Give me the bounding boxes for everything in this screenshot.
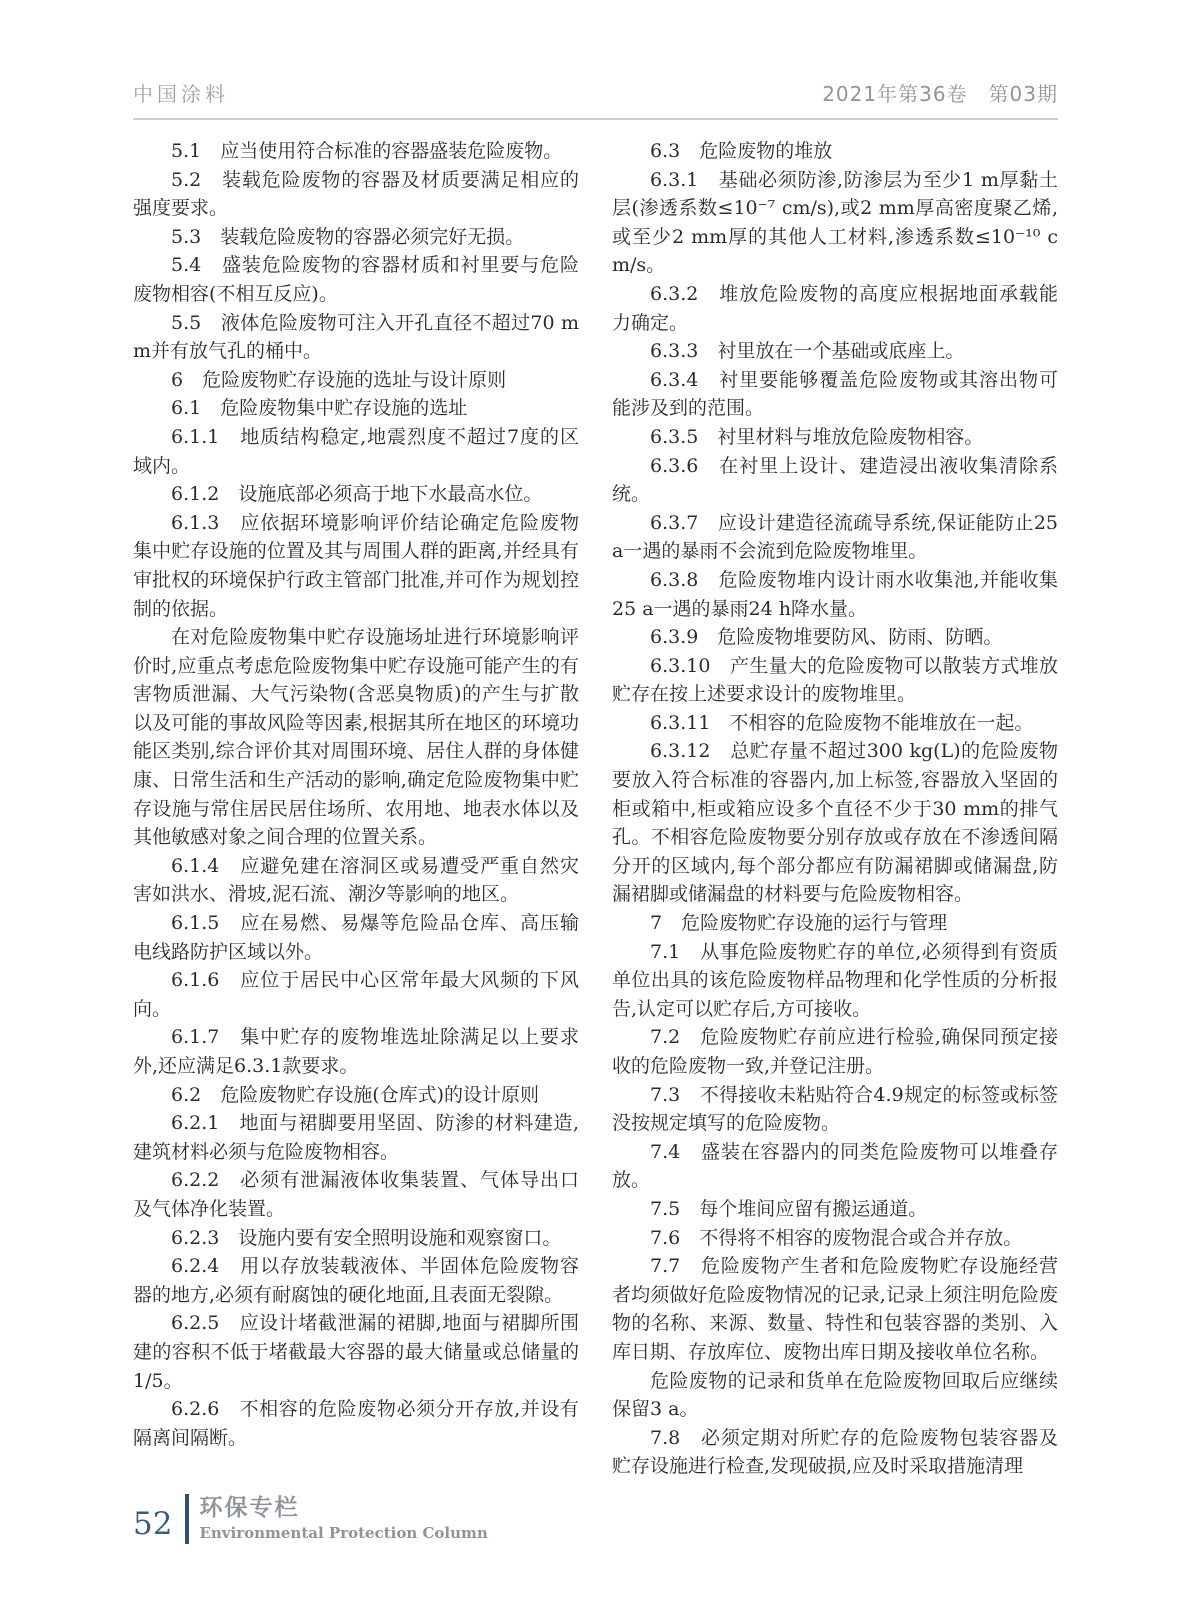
paragraph: 6.1.2 设施底部必须高于地下水最高水位。 <box>171 483 543 506</box>
paragraph: 在对危险废物集中贮存设施场址进行环境影响评价时,应重点考虑危险废物集中贮存设施可能产生的有害物质泄漏、大气污染物(含恶臭物质)的产生与扩散以及可能的事故风险等因素,根据其所在地区的环境功能区类别,综合评价其对周围环境、居住人群的身体健康、日常生活和生产活动的影响,确定危险废物集中贮存设施与常住居民居住场所、农用地、地表水体以及其他敏感对象之间合理的位置关系。 <box>133 626 579 849</box>
paragraph: 6.3.2 堆放危险废物的高度应根据地面承载能力确定。 <box>612 282 1058 334</box>
paragraph: 5.1 应当使用符合标准的容器盛装危险废物。 <box>171 140 563 162</box>
paragraph: 6.3.10 产生量大的危险废物可以散装方式堆放贮存在按上述要求设计的废物堆里。 <box>612 654 1058 706</box>
paragraph: 6.3.6 在衬里上设计、建造浸出液收集清除系统。 <box>612 454 1058 506</box>
page-footer <box>133 1494 488 1544</box>
paragraph: 7.8 必须定期对所贮存的危险废物包装容器及贮存设施进行检查,发现破损,应及时采取措施清理 <box>612 1426 1058 1478</box>
paragraph: 6.2 危险废物贮存设施(仓库式)的设计原则 <box>171 1083 540 1106</box>
page-number: 52 <box>133 1505 173 1542</box>
footer-divider-bar <box>185 1494 189 1544</box>
paragraph: 6.3.12 总贮存量不超过300 kg(L)的危险废物要放入符合标准的容器内,加上标签,容器放入坚固的柜或箱中,柜或箱应设多个直径不少于30 mm的排气孔。不相容危险废物要分别存放或存放在不渗透间隔分开的区域内,每个部分都应有防漏裙脚或储漏盘,防漏裙脚或储漏盘的材料要与危险废物相容。 <box>612 740 1058 906</box>
paragraph: 6.2.6 不相容的危险废物必须分开存放,并设有隔离间隔断。 <box>133 1398 579 1449</box>
paragraph: 6.3.9 危险废物堆要防风、防雨、防晒。 <box>650 626 1003 649</box>
page-header <box>133 78 1058 120</box>
paragraph: 6.1.3 应依据环境影响评价结论确定危险废物集中贮存设施的位置及其与周围人群的距离,并经具有审批权的环境保护行政主管部门批准,并可作为规划控制的依据。 <box>133 511 579 620</box>
paragraph: 5.3 装载危险废物的容器必须完好无损。 <box>171 225 525 248</box>
paragraph: 6.3.8 危险废物堆内设计雨水收集池,并能收集25 a一遇的暴雨24 h降水量。 <box>612 568 1058 620</box>
paragraph: 6.1.7 集中贮存的废物堆选址除满足以上要求外,还应满足6.3.1款要求。 <box>133 1026 579 1077</box>
paragraph: 5.4 盛装危险废物的容器材质和衬里要与危险废物相容(不相互反应)。 <box>133 254 579 305</box>
paragraph: 6.1.5 应在易燃、易爆等危险品仓库、高压输电线路防护区域以外。 <box>133 912 579 963</box>
paragraph: 7.7 危险废物产生者和危险废物贮存设施经营者均须做好危险废物情况的记录,记录上须注明危险废物的名称、来源、数量、特性和包装容器的类别、入库日期、存放库位、废物出库日期及接收单位名称。 <box>612 1255 1058 1363</box>
paragraph: 7.5 每个堆间应留有搬运通道。 <box>650 1197 928 1220</box>
paragraph: 6.3 危险废物的堆放 <box>650 140 833 162</box>
paragraph: 6.3.1 基础必须防渗,防渗层为至少1 m厚黏土层(渗透系数≤10⁻⁷ cm/s),或2 mm厚高密度聚乙烯,或至少2 mm厚的其他人工材料,渗透系数≤10⁻¹⁰ cm/s。 <box>612 168 1058 277</box>
paragraph: 6.2.2 必须有泄漏液体收集装置、气体导出口及气体净化装置。 <box>133 1169 579 1220</box>
left-column <box>133 137 579 1481</box>
paragraph: 6.3.3 衬里放在一个基础或底座上。 <box>650 340 965 363</box>
paragraph: 6.3.4 衬里要能够覆盖危险废物或其溶出物可能涉及到的范围。 <box>612 368 1058 420</box>
paragraph: 7.6 不得将不相容的废物混合或合并存放。 <box>650 1226 1023 1249</box>
paragraph: 6.1.6 应位于居民中心区常年最大风频的下风向。 <box>133 969 579 1020</box>
paragraph: 6.1.4 应避免建在溶洞区或易遭受严重自然灾害如洪水、滑坡,泥石流、潮汐等影响的地区。 <box>133 854 579 906</box>
paragraph: 危险废物的记录和货单在危险废物回取后应继续保留3 a。 <box>612 1369 1058 1421</box>
paragraph: 7 危险废物贮存设施的运行与管理 <box>650 912 948 935</box>
paragraph: 6.3.5 衬里材料与堆放危险废物相容。 <box>650 425 984 448</box>
issue-info: 2021年第36卷 第03期 <box>822 82 1058 106</box>
paragraph: 5.5 液体危险废物可注入开孔直径不超过70 mm并有放气孔的桶中。 <box>133 311 579 363</box>
paragraph: 6.2.4 用以存放装载液体、半固体危险废物容器的地方,必须有耐腐蚀的硬化地面,且表面无裂隙。 <box>133 1255 579 1306</box>
paragraph: 6.2.3 设施内要有安全照明设施和观察窗口。 <box>171 1226 562 1249</box>
paragraph: 6.1.1 地质结构稳定,地震烈度不超过7度的区域内。 <box>133 425 579 477</box>
paragraph: 6.3.11 不相容的危险废物不能堆放在一起。 <box>650 711 1034 734</box>
right-column <box>612 137 1058 1481</box>
paragraph: 6 危险废物贮存设施的选址与设计原则 <box>171 368 507 391</box>
paragraph: 7.1 从事危险废物贮存的单位,必须得到有资质单位出具的该危险废物样品物理和化学性质的分析报告,认定可以贮存后,方可接收。 <box>612 940 1058 1020</box>
column-titles <box>199 1494 487 1544</box>
paragraph: 7.2 危险废物贮存前应进行检验,确保同预定接收的危险废物一致,并登记注册。 <box>612 1026 1058 1077</box>
paragraph: 6.2.5 应设计堵截泄漏的裙脚,地面与裙脚所围建的容积不低于堵截最大容器的最大储量或总储量的1/5。 <box>133 1312 579 1392</box>
column-title-en: Environmental Protection Column <box>199 1524 488 1543</box>
column-title-cn: 环保专栏 <box>199 1495 300 1521</box>
paragraph: 7.4 盛装在容器内的同类危险废物可以堆叠存放。 <box>612 1140 1058 1192</box>
paragraph: 5.2 装载危险废物的容器及材质要满足相应的强度要求。 <box>133 168 579 220</box>
journal-title: 中国涂料 <box>133 82 229 106</box>
paragraph: 6.2.1 地面与裙脚要用坚固、防渗的材料建造,建筑材料必须与危险废物相容。 <box>133 1112 579 1163</box>
article-body <box>133 137 1058 1481</box>
paragraph: 6.3.7 应设计建造径流疏导系统,保证能防止25 a一遇的暴雨不会流到危险废物堆里。 <box>612 511 1058 563</box>
paragraph: 7.3 不得接收未粘贴符合4.9规定的标签或标签没按规定填写的危险废物。 <box>612 1083 1058 1135</box>
paragraph: 6.1 危险废物集中贮存设施的选址 <box>171 397 468 420</box>
